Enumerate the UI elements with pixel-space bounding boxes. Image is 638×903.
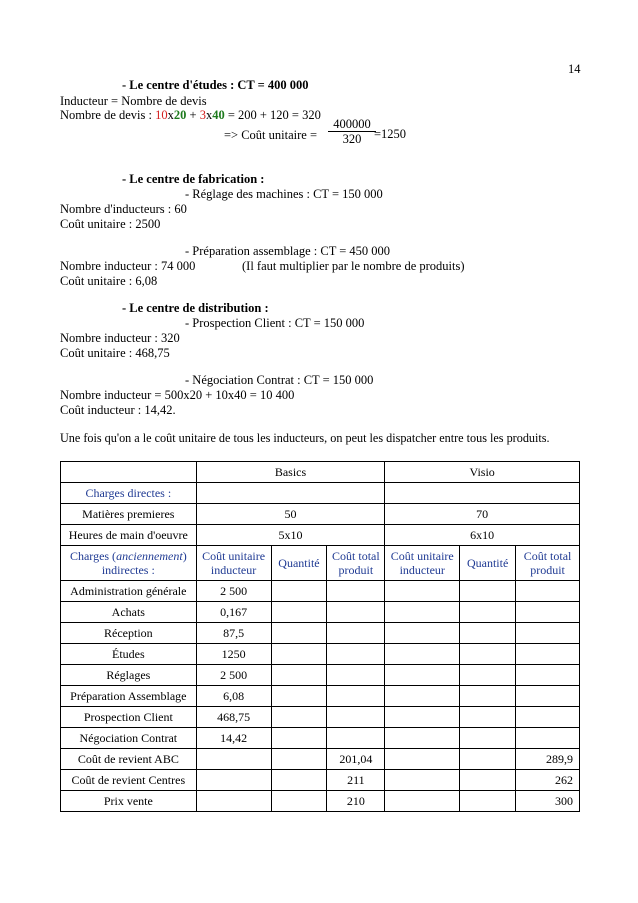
table-cell [271, 728, 327, 749]
etudes-unit-cost-label: => Coût unitaire = [224, 128, 318, 142]
indirect-header-row [61, 546, 580, 581]
indirect-row-cu: 2 500 [196, 665, 271, 686]
centres-label: Coût de revient Centres [61, 770, 197, 791]
matieres-visio: 70 [385, 504, 580, 525]
table-row [61, 728, 580, 749]
etudes-x2: x [205, 108, 213, 122]
table-cell [516, 623, 580, 644]
col-header-total-basics: Coût total produit [327, 546, 385, 581]
etudes-line2 [60, 108, 321, 122]
table-cell [271, 644, 327, 665]
table-cell [385, 665, 460, 686]
table-cell [460, 707, 516, 728]
etudes-fraction [328, 118, 376, 147]
indirect-row-label: Réception [61, 623, 197, 644]
table-cell [271, 791, 327, 812]
direct-charges-row [61, 483, 580, 504]
fabrication-sub2: - Préparation assemblage : CT = 450 000 [185, 244, 391, 258]
matieres-label: Matières premieres [61, 504, 197, 525]
table-cell [385, 686, 460, 707]
table-row [61, 623, 580, 644]
table-header-row [61, 462, 580, 483]
table-cell [385, 791, 460, 812]
fabrication-sub2-l1: Nombre inducteur : 74 000 [60, 259, 196, 273]
distribution-title: - Le centre de distribution : [122, 301, 269, 315]
fabrication-sub1-l1: Nombre d'inducteurs : 60 [60, 202, 187, 216]
abc-visio: 289,9 [516, 749, 580, 770]
table-cell [271, 749, 327, 770]
indirect-row-label: Achats [61, 602, 197, 623]
etudes-x1: x [167, 108, 174, 122]
direct-charges-label: Charges directes : [61, 483, 197, 504]
direct-charges-basics [196, 483, 385, 504]
page-number: 14 [568, 62, 581, 76]
table-cell [385, 644, 460, 665]
table-corner-cell [61, 462, 197, 483]
etudes-title: - Le centre d'études : CT = 400 000 [122, 78, 309, 92]
indirect-charges-label [61, 546, 197, 581]
table-row [61, 770, 580, 791]
abc-basics: 201,04 [327, 749, 385, 770]
table-row [61, 686, 580, 707]
indirect-row-cu: 468,75 [196, 707, 271, 728]
col-header-cu-basics: Coût unitaire inducteur [196, 546, 271, 581]
distribution-sub2-l1: Nombre inducteur = 500x20 + 10x40 = 10 400 [60, 388, 295, 402]
indirect-label-b: ) [182, 549, 187, 563]
indirect-row-cu: 6,08 [196, 686, 271, 707]
heures-visio: 6x10 [385, 525, 580, 546]
table-cell [271, 623, 327, 644]
table-cell [460, 728, 516, 749]
table-cell [385, 623, 460, 644]
table-cell [271, 602, 327, 623]
distribution-sub2: - Négociation Contrat : CT = 150 000 [185, 373, 374, 387]
table-row [61, 644, 580, 665]
table-cell [516, 602, 580, 623]
centres-basics: 211 [327, 770, 385, 791]
table-row [61, 602, 580, 623]
summary-text: Une fois qu'on a le coût unitaire de tous les inducteurs, on peut les dispatcher entre tous les produits. [60, 431, 550, 445]
table-cell [460, 686, 516, 707]
table-cell [460, 749, 516, 770]
indirect-row-cu: 87,5 [196, 623, 271, 644]
table-cell [516, 665, 580, 686]
etudes-line2-prefix: Nombre de devis : [60, 108, 156, 122]
indirect-row-cu: 1250 [196, 644, 271, 665]
prix-basics: 210 [327, 791, 385, 812]
cost-table [60, 461, 580, 812]
table-cell [196, 791, 271, 812]
table-cell [385, 707, 460, 728]
fabrication-sub2-l2: Coût unitaire : 6,08 [60, 274, 158, 288]
etudes-frac-result: =1250 [374, 127, 407, 141]
indirect-row-label: Études [61, 644, 197, 665]
table-row [61, 707, 580, 728]
table-cell [460, 644, 516, 665]
table-row [61, 525, 580, 546]
matieres-basics: 50 [196, 504, 385, 525]
etudes-v2: 40 [212, 108, 225, 122]
table-cell [327, 644, 385, 665]
fabrication-sub1-l2: Coût unitaire : 2500 [60, 217, 161, 231]
indirect-row-cu: 0,167 [196, 602, 271, 623]
table-cell [460, 602, 516, 623]
product-header-basics: Basics [196, 462, 385, 483]
table-row [61, 581, 580, 602]
table-cell [516, 686, 580, 707]
table-cell [460, 623, 516, 644]
direct-charges-visio [385, 483, 580, 504]
fabrication-sub1: - Réglage des machines : CT = 150 000 [185, 187, 383, 201]
distribution-sub1-l1: Nombre inducteur : 320 [60, 331, 180, 345]
table-cell [460, 770, 516, 791]
distribution-sub1: - Prospection Client : CT = 150 000 [185, 316, 365, 330]
table-cell [385, 602, 460, 623]
table-row [61, 665, 580, 686]
indirect-row-cu: 14,42 [196, 728, 271, 749]
fabrication-title: - Le centre de fabrication : [122, 172, 265, 186]
indirect-row-label: Prospection Client [61, 707, 197, 728]
heures-basics: 5x10 [196, 525, 385, 546]
table-cell [271, 686, 327, 707]
indirect-label-a: Charges ( [69, 549, 117, 563]
table-cell [385, 749, 460, 770]
etudes-n2: 3 [199, 108, 206, 122]
table-cell [327, 707, 385, 728]
etudes-frac-den: 320 [342, 132, 362, 146]
col-header-cu-visio: Coût unitaire inducteur [385, 546, 460, 581]
table-row [61, 504, 580, 525]
indirect-row-label: Négociation Contrat [61, 728, 197, 749]
abc-label: Coût de revient ABC [61, 749, 197, 770]
col-header-total-visio: Coût total produit [516, 546, 580, 581]
table-cell [196, 770, 271, 791]
etudes-line2-suffix: = 200 + 120 = 320 [224, 108, 321, 122]
indirect-row-label: Réglages [61, 665, 197, 686]
table-cell [516, 644, 580, 665]
table-cell [327, 686, 385, 707]
fabrication-sub2-note: (Il faut multiplier par le nombre de produits) [242, 259, 465, 273]
etudes-plus: + [186, 108, 200, 122]
product-header-visio: Visio [385, 462, 580, 483]
distribution-sub2-l2: Coût inducteur : 14,42. [60, 403, 176, 417]
table-cell [327, 581, 385, 602]
table-cell [385, 581, 460, 602]
etudes-n1: 10 [155, 108, 168, 122]
table-cell [327, 623, 385, 644]
table-row [61, 749, 580, 770]
indirect-row-cu: 2 500 [196, 581, 271, 602]
table-row [61, 791, 580, 812]
table-cell [271, 581, 327, 602]
table-cell [327, 665, 385, 686]
table-cell [385, 770, 460, 791]
table-cell [516, 728, 580, 749]
table-cell [271, 665, 327, 686]
table-cell [460, 581, 516, 602]
etudes-frac-num: 400000 [328, 118, 376, 132]
distribution-sub1-l2: Coût unitaire : 468,75 [60, 346, 170, 360]
etudes-line1: Inducteur = Nombre de devis [60, 94, 207, 108]
indirect-row-label: Administration générale [61, 581, 197, 602]
indirect-label-c: indirectes : [101, 563, 155, 577]
col-header-qty-visio: Quantité [460, 546, 516, 581]
table-cell [460, 791, 516, 812]
table-cell [271, 707, 327, 728]
indirect-label-em: anciennement [116, 549, 183, 563]
col-header-qty-basics: Quantité [271, 546, 327, 581]
table-cell [516, 581, 580, 602]
prix-visio: 300 [516, 791, 580, 812]
table-cell [196, 749, 271, 770]
table-cell [460, 665, 516, 686]
table-cell [327, 728, 385, 749]
heures-label: Heures de main d'oeuvre [61, 525, 197, 546]
table-cell [327, 602, 385, 623]
indirect-row-label: Préparation Assemblage [61, 686, 197, 707]
table-cell [516, 707, 580, 728]
etudes-v1: 20 [173, 108, 187, 122]
centres-visio: 262 [516, 770, 580, 791]
table-cell [271, 770, 327, 791]
prix-label: Prix vente [61, 791, 197, 812]
table-cell [385, 728, 460, 749]
